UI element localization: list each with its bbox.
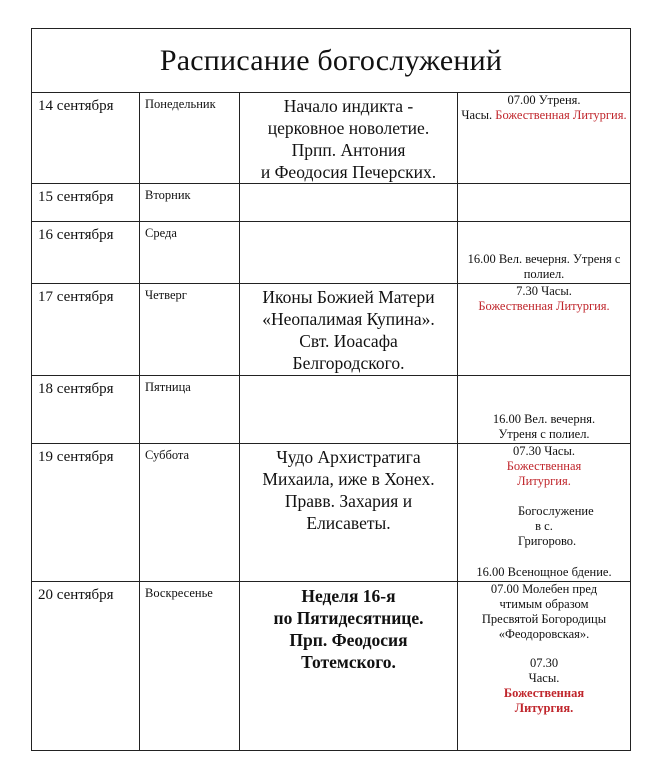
service-line: 16.00 Вел. вечерня. Утреня с полиел. (492, 412, 596, 441)
feast-line: Иконы Божией Матери (262, 287, 435, 307)
date-cell: 15 сентября (32, 184, 140, 222)
feast-line: Елисаветы. (306, 513, 391, 533)
table-row (32, 184, 631, 222)
liturgy-text: Божественная Литургия. (503, 686, 585, 715)
service-cell (458, 376, 631, 444)
service-line: 07.30 (529, 656, 559, 670)
service-cell (458, 582, 631, 751)
feast-line: Михаила, иже в Хонех. (262, 469, 435, 489)
service-line: 07.00 Молебен пред чтимым образом Пресвятой Богородицы «Феодоровская». (481, 582, 607, 641)
service-text: Часы. (528, 671, 560, 685)
feast-cell (240, 184, 458, 222)
date-cell: 17 сентября (32, 284, 140, 376)
table-row (32, 93, 631, 184)
date-cell: 20 сентября (32, 582, 140, 751)
service-line: Богослужение в с. Григорово. (518, 504, 594, 548)
date-cell: 19 сентября (32, 444, 140, 582)
page-title: Расписание богослужений (159, 43, 503, 77)
schedule-sheet (31, 28, 631, 751)
feast-line: Неделя 16-я (301, 586, 396, 606)
table-row (32, 376, 631, 444)
service-cell (458, 222, 631, 284)
service-line: 16.00 Всенощное бдение. (476, 565, 612, 579)
service-line: 16.00 Вел. вечерня. Утреня с полиел. (467, 252, 621, 281)
feast-cell (240, 93, 458, 184)
feast-line: Прпп. Антония (291, 140, 406, 160)
weekday-cell: Четверг (140, 284, 240, 376)
table-row (32, 444, 631, 582)
service-cell (458, 184, 631, 222)
table-row (32, 582, 631, 751)
service-cell (458, 284, 631, 376)
feast-line: и Феодосия Печерских. (260, 162, 437, 182)
service-cell (458, 93, 631, 184)
liturgy-text: Божественная Литургия. (478, 299, 610, 313)
liturgy-text: Божественная Литургия. (495, 108, 627, 122)
feast-line: Свт. Иоасафа (299, 331, 398, 351)
feast-line: Белгородского. (292, 353, 405, 373)
date-cell: 18 сентября (32, 376, 140, 444)
feast-line: Правв. Захария и (284, 491, 413, 511)
table-row (32, 222, 631, 284)
feast-cell (240, 444, 458, 582)
feast-line: церковное новолетие. (267, 118, 430, 138)
feast-line: Чудо Архистратига (276, 447, 421, 467)
service-text: 7.30 Часы. (516, 284, 572, 298)
weekday-cell: Понедельник (140, 93, 240, 184)
weekday-cell: Воскресенье (140, 582, 240, 751)
table-row (32, 284, 631, 376)
date-cell: 14 сентября (32, 93, 140, 184)
feast-line: «Неопалимая Купина». (262, 309, 435, 329)
service-line: 07.00 Утреня. (507, 93, 581, 107)
feast-line: по Пятидесятнице. (273, 608, 424, 628)
feast-line: Тотемского. (301, 652, 396, 672)
feast-line: Прп. Феодосия (289, 630, 408, 650)
feast-cell (240, 376, 458, 444)
feast-cell (240, 582, 458, 751)
schedule-table (31, 92, 631, 751)
service-text: Часы. (461, 108, 493, 122)
weekday-cell: Пятница (140, 376, 240, 444)
weekday-cell: Среда (140, 222, 240, 284)
title-box (31, 28, 631, 92)
date-cell: 16 сентября (32, 222, 140, 284)
feast-cell (240, 284, 458, 376)
liturgy-text: Божественная Литургия. (506, 459, 582, 488)
service-text: 07.30 Часы. (513, 444, 575, 458)
weekday-cell: Суббота (140, 444, 240, 582)
weekday-cell: Вторник (140, 184, 240, 222)
feast-line: Начало индикта - (283, 96, 414, 116)
feast-cell (240, 222, 458, 284)
service-cell (458, 444, 631, 582)
